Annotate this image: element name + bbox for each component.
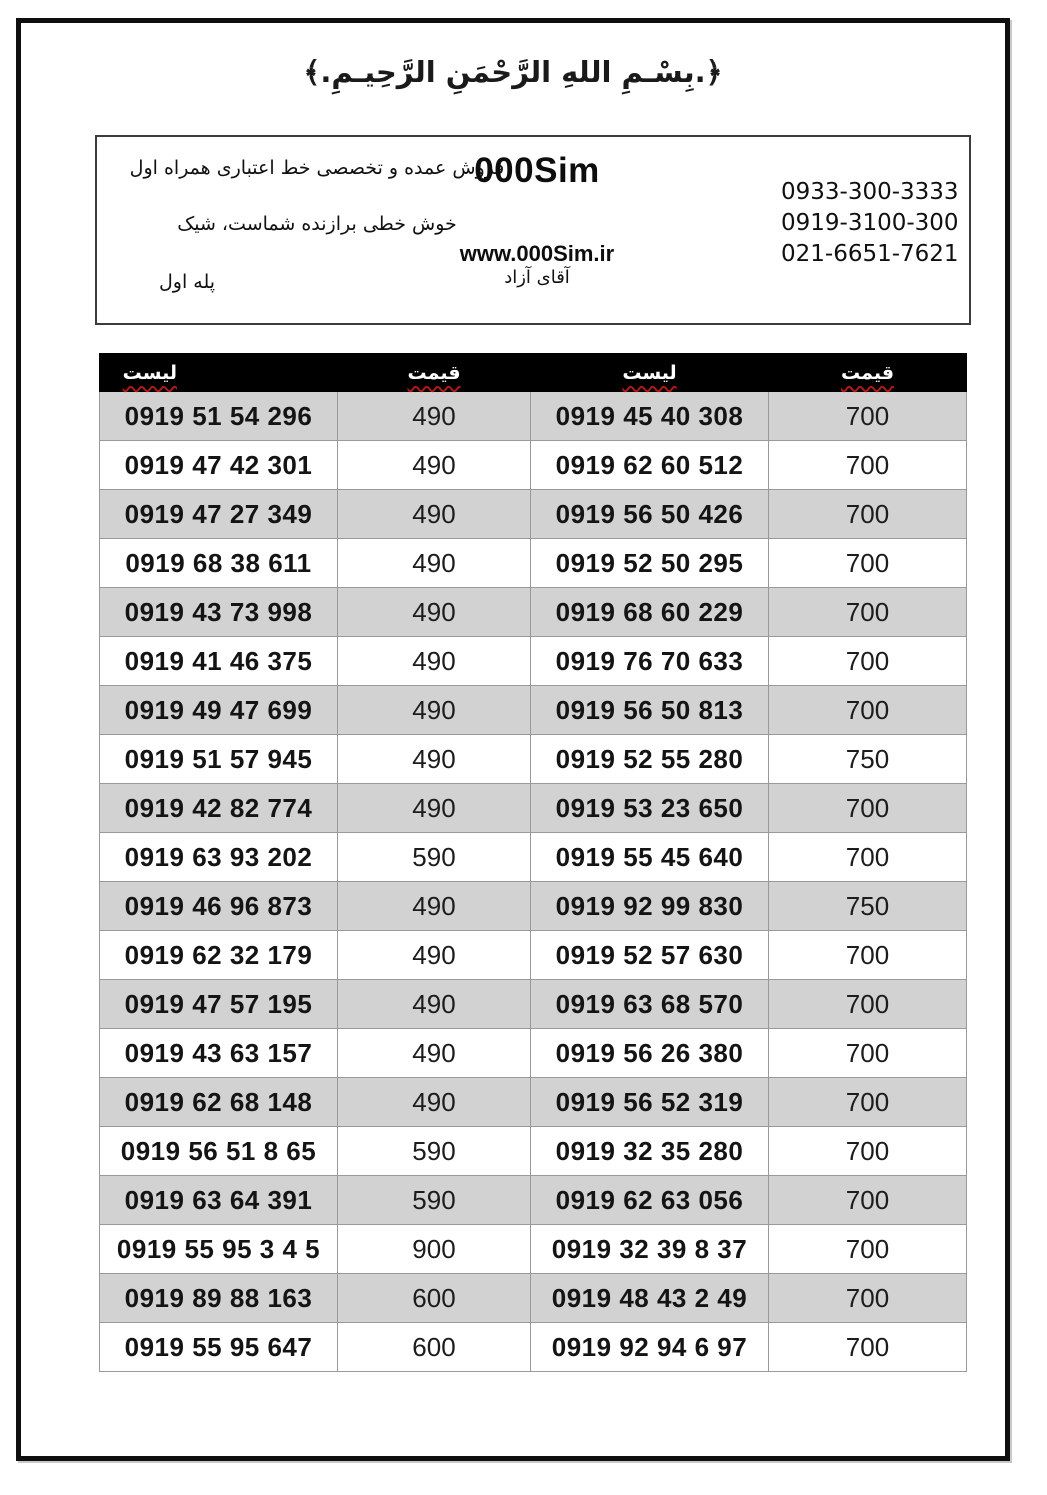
left-price-cell: 490	[338, 1078, 531, 1127]
table-row	[100, 1029, 967, 1078]
right-number-cell: 0919 56 50 426	[531, 490, 769, 539]
right-price-cell: 700	[769, 1225, 967, 1274]
brand-title: 000Sim	[474, 151, 600, 190]
right-number-cell: 0919 56 50 813	[531, 686, 769, 735]
right-price-cell: 700	[769, 490, 967, 539]
right-price-cell: 700	[769, 686, 967, 735]
left-number-cell: 0919 47 57 195	[100, 980, 338, 1029]
table-row	[100, 490, 967, 539]
left-number-cell: 0919 41 46 375	[100, 637, 338, 686]
right-price-cell: 700	[769, 1274, 967, 1323]
left-number-cell: 0919 43 63 157	[100, 1029, 338, 1078]
left-number-cell: 0919 51 57 945	[100, 735, 338, 784]
table-row	[100, 1225, 967, 1274]
bismillah-calligraphy: ﴿.بِسْـمِ اللهِ الرَّحْمَنِ الرَّحِيـمِ.﴾	[303, 55, 723, 89]
left-price-cell: 600	[338, 1323, 531, 1372]
left-price-cell: 590	[338, 1127, 531, 1176]
right-number-cell: 0919 56 26 380	[531, 1029, 769, 1078]
left-number-cell: 0919 89 88 163	[100, 1274, 338, 1323]
right-number-cell: 0919 52 57 630	[531, 931, 769, 980]
right-price-cell: 700	[769, 392, 967, 441]
right-price-cell: 750	[769, 735, 967, 784]
right-price-cell: 700	[769, 588, 967, 637]
left-price-cell: 600	[338, 1274, 531, 1323]
left-price-cell: 490	[338, 539, 531, 588]
price-table-container	[99, 353, 966, 1372]
left-price-cell: 900	[338, 1225, 531, 1274]
column-header-list-left: لیست	[100, 354, 338, 392]
table-row	[100, 735, 967, 784]
left-number-cell: 0919 56 51 8 65	[100, 1127, 338, 1176]
price-table-header	[100, 354, 967, 392]
left-price-cell: 590	[338, 833, 531, 882]
left-price-cell: 490	[338, 1029, 531, 1078]
left-number-cell: 0919 42 82 774	[100, 784, 338, 833]
right-price-cell: 700	[769, 441, 967, 490]
right-price-cell: 700	[769, 784, 967, 833]
table-row	[100, 1176, 967, 1225]
right-number-cell: 0919 56 52 319	[531, 1078, 769, 1127]
tagline-main: فروش عمده و تخصصی خط اعتباری همراه اول	[129, 157, 505, 179]
right-number-cell: 0919 68 60 229	[531, 588, 769, 637]
right-price-cell: 700	[769, 1029, 967, 1078]
right-price-cell: 700	[769, 980, 967, 1029]
left-number-cell: 0919 43 73 998	[100, 588, 338, 637]
left-number-cell: 0919 62 32 179	[100, 931, 338, 980]
table-row	[100, 686, 967, 735]
table-row	[100, 784, 967, 833]
table-row	[100, 1078, 967, 1127]
left-price-cell: 490	[338, 686, 531, 735]
phone-number: 021-6651-7621	[781, 241, 959, 267]
right-price-cell: 700	[769, 1078, 967, 1127]
header-card	[95, 135, 971, 325]
right-number-cell: 0919 55 45 640	[531, 833, 769, 882]
left-number-cell: 0919 49 47 699	[100, 686, 338, 735]
table-row	[100, 833, 967, 882]
table-row	[100, 1127, 967, 1176]
left-price-cell: 490	[338, 784, 531, 833]
contact-name: آقای آزاد	[504, 267, 570, 288]
right-number-cell: 0919 92 99 830	[531, 882, 769, 931]
phone-number: 0933-300-3333	[781, 179, 959, 205]
table-row	[100, 392, 967, 441]
left-number-cell: 0919 55 95 3 4 5	[100, 1225, 338, 1274]
right-price-cell: 700	[769, 539, 967, 588]
right-price-cell: 700	[769, 931, 967, 980]
table-row	[100, 1323, 967, 1372]
left-price-cell: 490	[338, 392, 531, 441]
table-row	[100, 1274, 967, 1323]
right-number-cell: 0919 62 63 056	[531, 1176, 769, 1225]
phone-number: 0919-3100-300	[781, 210, 959, 236]
column-header-price-right: قیمت	[769, 354, 967, 392]
table-row	[100, 539, 967, 588]
left-number-cell: 0919 62 68 148	[100, 1078, 338, 1127]
right-number-cell: 0919 32 35 280	[531, 1127, 769, 1176]
left-number-cell: 0919 51 54 296	[100, 392, 338, 441]
price-table	[99, 353, 967, 1372]
table-row	[100, 980, 967, 1029]
table-row	[100, 441, 967, 490]
left-number-cell: 0919 68 38 611	[100, 539, 338, 588]
right-number-cell: 0919 48 43 2 49	[531, 1274, 769, 1323]
right-number-cell: 0919 45 40 308	[531, 392, 769, 441]
right-number-cell: 0919 52 55 280	[531, 735, 769, 784]
tagline-secondary: خوش خطی برازنده شماست، شیک	[177, 213, 457, 235]
right-number-cell: 0919 52 50 295	[531, 539, 769, 588]
right-number-cell: 0919 63 68 570	[531, 980, 769, 1029]
right-price-cell: 700	[769, 833, 967, 882]
right-price-cell: 700	[769, 1176, 967, 1225]
left-price-cell: 490	[338, 490, 531, 539]
column-header-list-right: لیست	[531, 354, 769, 392]
left-number-cell: 0919 47 42 301	[100, 441, 338, 490]
right-number-cell: 0919 62 60 512	[531, 441, 769, 490]
website-url: www.000Sim.ir	[459, 241, 615, 266]
price-table-body	[100, 392, 967, 1372]
left-number-cell: 0919 46 96 873	[100, 882, 338, 931]
right-number-cell: 0919 92 94 6 97	[531, 1323, 769, 1372]
left-price-cell: 490	[338, 637, 531, 686]
left-price-cell: 490	[338, 735, 531, 784]
left-number-cell: 0919 63 93 202	[100, 833, 338, 882]
column-header-price-left: قیمت	[338, 354, 531, 392]
page-border-frame	[16, 18, 1010, 1461]
left-number-cell: 0919 47 27 349	[100, 490, 338, 539]
right-number-cell: 0919 76 70 633	[531, 637, 769, 686]
left-price-cell: 590	[338, 1176, 531, 1225]
left-price-cell: 490	[338, 931, 531, 980]
right-number-cell: 0919 32 39 8 37	[531, 1225, 769, 1274]
right-price-cell: 700	[769, 1127, 967, 1176]
left-price-cell: 490	[338, 441, 531, 490]
table-row	[100, 637, 967, 686]
table-row	[100, 588, 967, 637]
tagline-step: پله اول	[159, 271, 216, 293]
phone-list	[781, 177, 1031, 270]
left-price-cell: 490	[338, 882, 531, 931]
table-row	[100, 931, 967, 980]
right-price-cell: 700	[769, 637, 967, 686]
left-price-cell: 490	[338, 980, 531, 1029]
right-number-cell: 0919 53 23 650	[531, 784, 769, 833]
left-price-cell: 490	[338, 588, 531, 637]
table-row	[100, 882, 967, 931]
left-number-cell: 0919 55 95 647	[100, 1323, 338, 1372]
left-number-cell: 0919 63 64 391	[100, 1176, 338, 1225]
right-price-cell: 700	[769, 1323, 967, 1372]
right-price-cell: 750	[769, 882, 967, 931]
